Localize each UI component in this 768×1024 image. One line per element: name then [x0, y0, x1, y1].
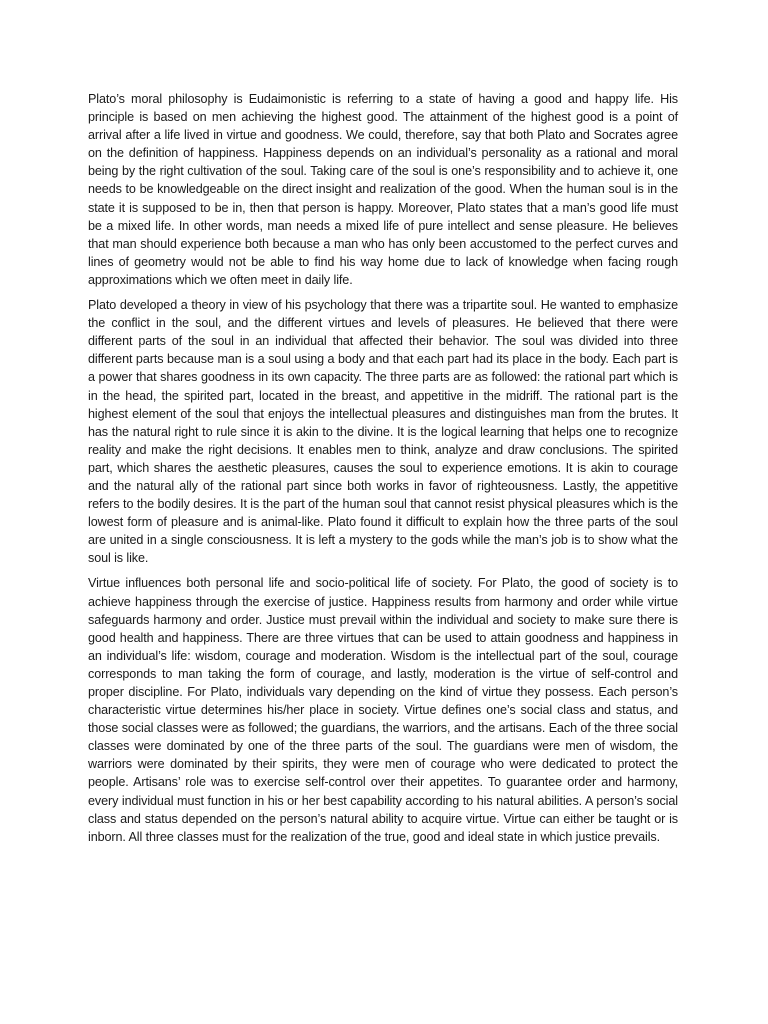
paragraph-virtue-society: Virtue influences both personal life and socio-political life of society. For Plato, the good of society is to achieve happiness through the exercise of justice. Happiness results from harmony and order while virtue safeguards harmony and order. Justice must prevail within the individual and society to make sure there is good health and happiness. There are three virtues that can be used to attain goodness and happiness in an individual’s life: wisdom, courage and moderation. Wisdom is the intellectual part of the soul, courage corresponds to man taking the form of courage, and lastly, moderation is the virtue of self-control and proper discipline. For Plato, individuals vary depending on the kind of virtue they possess. Each person’s characteristic virtue determines his/her place in society. Virtue defines one’s social class and status, and those social classes were as followed; the guardians, the warriors, and the artisans. Each of the three social classes were dominated by one of the three parts of the soul. The guardians were men of wisdom, the warriors were dominated by their spirits, they were men of courage who were dedicated to protect the people. Artisans’ role was to exercise self-control over their appetites. To guarantee order and harmony, every individual must function in his or her best capability according to his natural abilities. A person’s social class and status depended on the person’s natural ability to acquire virtue. Virtue can either be taught or is inborn. All three classes must for the realization of the true, good and ideal state in which justice prevails. [88, 576, 678, 844]
paragraph-eudaimonism: Plato’s moral philosophy is Eudaimonistic is referring to a state of having a good and happy life. His principle is based on men achieving the highest good. The attainment of the highest good is a point of arrival after a life lived in virtue and goodness. We could, therefore, say that both Plato and Socrates agree on the definition of happiness. Happiness depends on an individual’s personality as a rational and moral being by the right cultivation of the soul. Taking care of the soul is one’s responsibility and to achieve it, one needs to be knowledgeable on the direct insight and realization of the good. When the human soul is in the state it is supposed to be in, then that person is happy. Moreover, Plato states that a man’s good life must be a mixed life. In other words, man needs a mixed life of pure intellect and sense pleasure. He believes that man should experience both because a man who has only been accustomed to the perfect curves and lines of geometry would not be able to find his way home due to lack of knowledge when facing rough approximations which we often meet in daily life. [88, 92, 678, 287]
paragraph-tripartite-soul: Plato developed a theory in view of his psychology that there was a tripartite soul. He wanted to emphasize the conflict in the soul, and the different virtues and levels of pleasures. He believed that there were different parts of the soul in an individual that affected their behavior. The soul was divided into three different parts because man is a soul using a body and that each part had its place in the body. Each part is a power that shares goodness in its own capacity. The three parts are as followed: the rational part which is in the head, the spirited part, located in the breast, and appetitive in the midriff. The rational part is the highest element of the soul that enjoys the intellectual pleasures and distinguishes man from the brutes. It has the natural right to rule since it is akin to the divine. It is the logical learning that helps one to recognize reality and make the right decisions. It enables men to think, analyze and draw conclusions. The spirited part, which shares the aesthetic pleasures, causes the soul to experience emotions. It is akin to courage and the natural ally of the rational part since both works in favor of righteousness. Lastly, the appetitive refers to the bodily desires. It is the part of the human soul that cannot resist physical pleasures which is the lowest form of pleasure and is animal-like. Plato found it difficult to explain how the three parts of the soul are united in a single consciousness. It is left a mystery to the gods while the man’s job is to show what the soul is like. [88, 298, 678, 566]
document-body [88, 90, 678, 853]
